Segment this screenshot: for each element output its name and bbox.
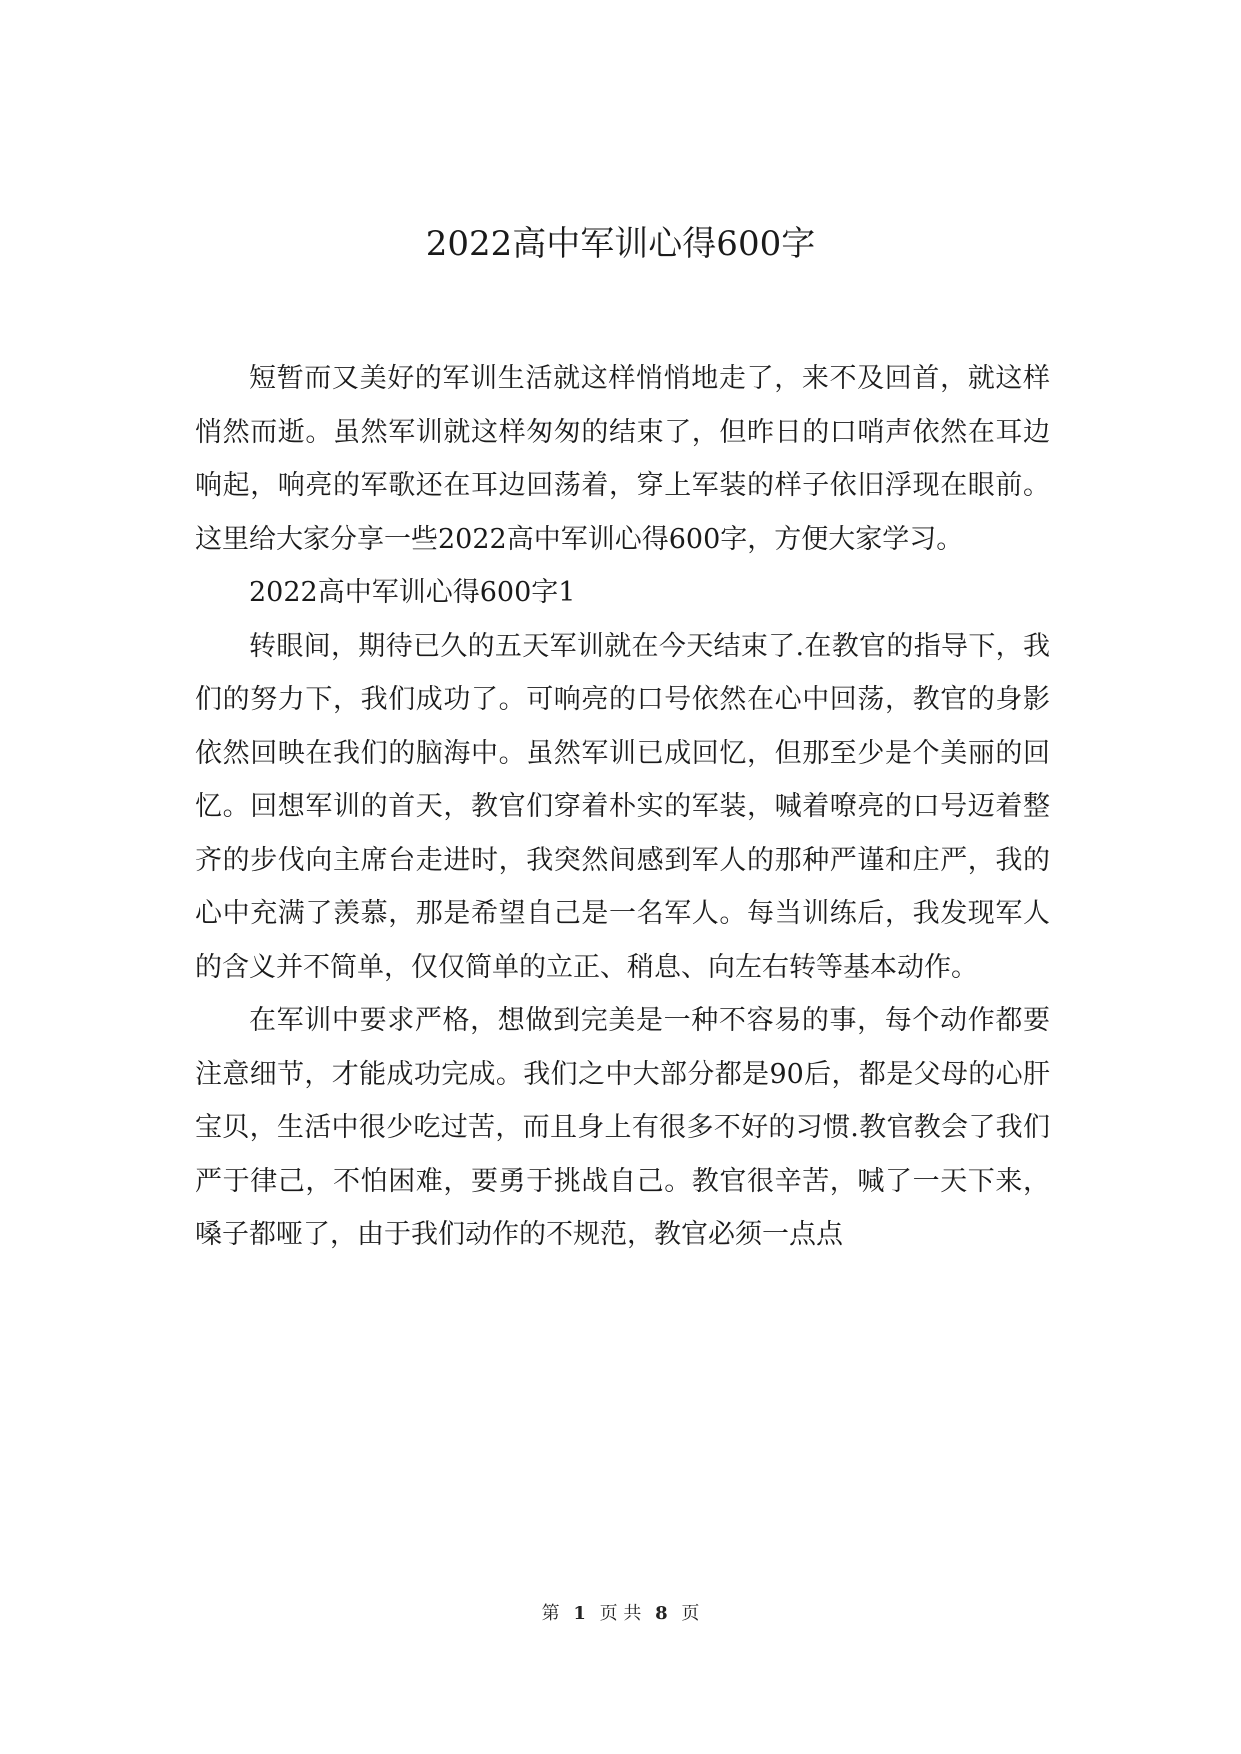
footer-prefix: 第 bbox=[541, 1603, 560, 1624]
footer-total-pages: 8 bbox=[655, 1603, 668, 1624]
document-body bbox=[195, 352, 1050, 1262]
document-title: 2022高中军训心得600字 bbox=[425, 224, 816, 264]
footer-suffix: 页 bbox=[681, 1603, 700, 1624]
intro-paragraph: 短暂而又美好的军训生活就这样悄悄地走了，来不及回首，就这样悄然而逝。虽然军训就这样匆匆的结束了，但昨日的口哨声依然在耳边响起，响亮的军歌还在耳边回荡着，穿上军装的样子依旧浮现在眼前。这里给大家分享一些2022高中军训心得600字，方便大家学习。 bbox=[195, 363, 1050, 555]
page-footer bbox=[0, 1602, 1241, 1626]
section-heading: 2022高中军训心得600字1 bbox=[249, 577, 576, 608]
body-paragraph-1: 转眼间，期待已久的五天军训就在今天结束了.在教官的指导下，我们的努力下，我们成功了。可响亮的口号依然在心中回荡，教官的身影依然回映在我们的脑海中。虽然军训已成回忆，但那至少是个美丽的回忆。回想军训的首天，教官们穿着朴实的军装，喊着嘹亮的口号迈着整齐的步伐向主席台走进时，我突然间感到军人的那种严谨和庄严，我的心中充满了羡慕，那是希望自己是一名军人。每当训练后，我发现军人的含义并不简单，仅仅简单的立正、稍息、向左右转等基本动作。 bbox=[195, 630, 1050, 983]
body-paragraph-2: 在军训中要求严格，想做到完美是一种不容易的事，每个动作都要注意细节，才能成功完成。我们之中大部分都是90后，都是父母的心肝宝贝，生活中很少吃过苦，而且身上有很多不好的习惯.教官教会了我们严于律己，不怕困难，要勇于挑战自己。教官很辛苦，喊了一天下来，嗓子都哑了，由于我们动作的不规范，教官必须一点点 bbox=[195, 1005, 1050, 1250]
footer-current-page: 1 bbox=[573, 1603, 586, 1624]
footer-middle: 页 共 bbox=[599, 1603, 642, 1624]
